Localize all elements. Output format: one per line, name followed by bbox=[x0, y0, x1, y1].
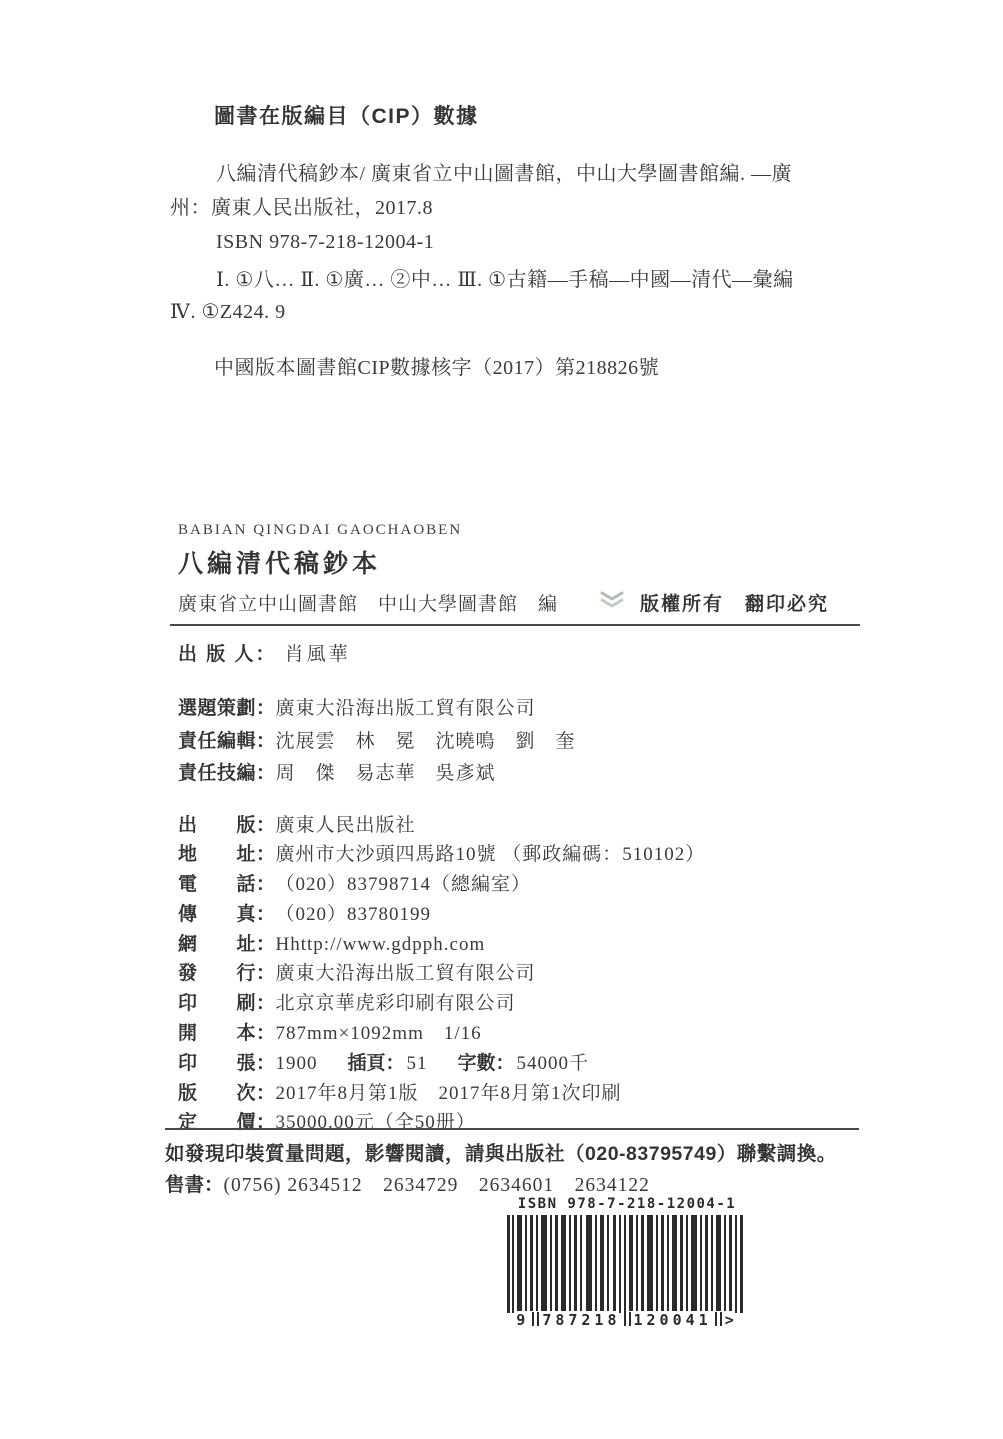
info-row-fax bbox=[178, 900, 860, 930]
info-row-publisher-person bbox=[178, 640, 860, 670]
row-value: 沈展雲 林 冕 沈曉鳴 劉 奎 bbox=[275, 730, 576, 752]
barcode-group2: 120041 bbox=[633, 1311, 712, 1329]
cip-record-number: 中國版本圖書館CIP數據核字（2017）第218826號 bbox=[214, 357, 660, 379]
cip-description-line2: 州：廣東人民出版社，2017.8 bbox=[170, 197, 433, 219]
cip-classification-line1: Ⅰ. ①八… Ⅱ. ①廣… ②中… Ⅲ. ①古籍—手稿—中國—清代—彙編 bbox=[216, 269, 794, 291]
inserts-value: 51 bbox=[406, 1052, 428, 1074]
row-value: 787mm×1092mm 1/16 bbox=[275, 1023, 482, 1045]
isbn-text: ISBN 978-7-218-12004-1 bbox=[517, 1196, 737, 1212]
cip-description-line1: 八編清代稿鈔本/ 廣東省立中山圖書館，中山大學圖書館編. —廣 bbox=[216, 163, 793, 185]
book-title: 八編清代稿鈔本 bbox=[178, 550, 382, 578]
barcode-digits bbox=[492, 1312, 762, 1328]
title-pinyin: BABIAN QINGDAI GAOCHAOBEN bbox=[178, 522, 463, 538]
info-row-website bbox=[178, 930, 860, 960]
barcode-guard-icon bbox=[715, 1312, 722, 1326]
editors-text: 廣東省立中山圖書館 中山大學圖書館 編 bbox=[178, 594, 559, 615]
divider-rule-bottom bbox=[165, 1128, 859, 1130]
quality-notice-block bbox=[165, 1128, 859, 1201]
row-value: 廣東人民出版社 bbox=[275, 814, 416, 836]
row-value: 2017年8月第1版 2017年8月第1次印刷 bbox=[275, 1082, 622, 1104]
row-value: 廣東大沿海出版工貿有限公司 bbox=[275, 963, 536, 985]
row-value: 肖風華 bbox=[284, 644, 351, 665]
row-label: 發 行： bbox=[178, 963, 276, 985]
row-label: 地 址： bbox=[178, 844, 276, 866]
row-label: 責任技編： bbox=[178, 763, 276, 784]
row-value: Hhttp://www.gdpph.com bbox=[275, 933, 486, 955]
barcode-group1: 787218 bbox=[542, 1311, 621, 1329]
staff-rows bbox=[178, 693, 860, 791]
barcode-guard-icon bbox=[624, 1312, 631, 1326]
row-label: 責任編輯： bbox=[178, 730, 276, 752]
divider-rule-top bbox=[170, 624, 860, 626]
row-value: 周 傑 易志華 吳彥斌 bbox=[275, 763, 496, 784]
cip-classification-line2: Ⅳ. ①Z424. 9 bbox=[170, 301, 286, 323]
cip-description bbox=[170, 157, 870, 259]
row-value: 北京京華虎彩印刷有限公司 bbox=[275, 993, 516, 1015]
row-value: 35000.00元（全50册） bbox=[275, 1112, 476, 1134]
info-row-publisher bbox=[178, 811, 860, 841]
barcode-guard-icon bbox=[532, 1312, 539, 1326]
row-label: 電 話： bbox=[178, 874, 276, 896]
row-label: 印 張： bbox=[178, 1052, 276, 1074]
sales-label: 售書： bbox=[165, 1174, 224, 1196]
info-row-printing bbox=[178, 989, 860, 1019]
colophon-block bbox=[170, 522, 860, 1138]
cip-classification bbox=[170, 264, 870, 328]
info-row-phone bbox=[178, 870, 860, 900]
barcode-left-digit: 9 bbox=[516, 1311, 530, 1329]
row-label: 傳 真： bbox=[178, 903, 276, 925]
info-row-planning bbox=[178, 693, 860, 726]
row-value: （020）83798714（總編室） bbox=[275, 874, 532, 896]
row-label: 版 次： bbox=[178, 1082, 276, 1104]
info-row-tech-editors bbox=[178, 758, 860, 791]
sales-numbers: (0756) 2634512 2634729 2634601 2634122 bbox=[223, 1175, 650, 1196]
info-row-distribution bbox=[178, 959, 860, 989]
barcode-end-mark: > bbox=[724, 1311, 738, 1329]
cip-heading: 圖書在版編目（CIP）數據 bbox=[214, 105, 479, 128]
info-row-editors bbox=[178, 726, 860, 759]
copyright-notice: 版權所有 翻印必究 bbox=[640, 594, 830, 615]
row-value: 廣東大沿海出版工貿有限公司 bbox=[275, 698, 536, 719]
row-label: 印 刷： bbox=[178, 993, 276, 1015]
info-row-address bbox=[178, 840, 860, 870]
editors-line bbox=[178, 589, 860, 616]
cip-block bbox=[170, 100, 870, 380]
row-label: 定 價： bbox=[178, 1112, 276, 1134]
colophon-mark-icon bbox=[600, 591, 624, 614]
row-label: 出 版 人： bbox=[178, 644, 277, 665]
row-value: （020）83780199 bbox=[275, 903, 432, 925]
words-label: 字數： bbox=[457, 1052, 515, 1074]
barcode-bars bbox=[507, 1215, 747, 1313]
publication-rows bbox=[178, 811, 860, 1139]
info-row-sheets bbox=[178, 1049, 860, 1079]
words-value: 54000千 bbox=[516, 1052, 590, 1074]
info-row-format bbox=[178, 1019, 860, 1049]
row-label: 開 本： bbox=[178, 1023, 276, 1045]
row-label: 選題策劃： bbox=[178, 698, 276, 719]
cip-isbn-line: ISBN 978-7-218-12004-1 bbox=[216, 231, 435, 253]
row-value: 廣州市大沙頭四馬路10號 （郵政編碼：510102） bbox=[275, 844, 706, 866]
quality-notice-text: 如發現印裝質量問題，影響閱讀，請與出版社（020-83795749）聯繫調換。 bbox=[165, 1143, 837, 1165]
isbn-barcode-block bbox=[492, 1196, 762, 1328]
row-label: 出 版： bbox=[178, 814, 276, 836]
sheets-value: 1900 bbox=[275, 1052, 318, 1074]
info-row-edition bbox=[178, 1079, 860, 1109]
inserts-label: 插頁： bbox=[347, 1052, 405, 1074]
row-label: 網 址： bbox=[178, 933, 276, 955]
